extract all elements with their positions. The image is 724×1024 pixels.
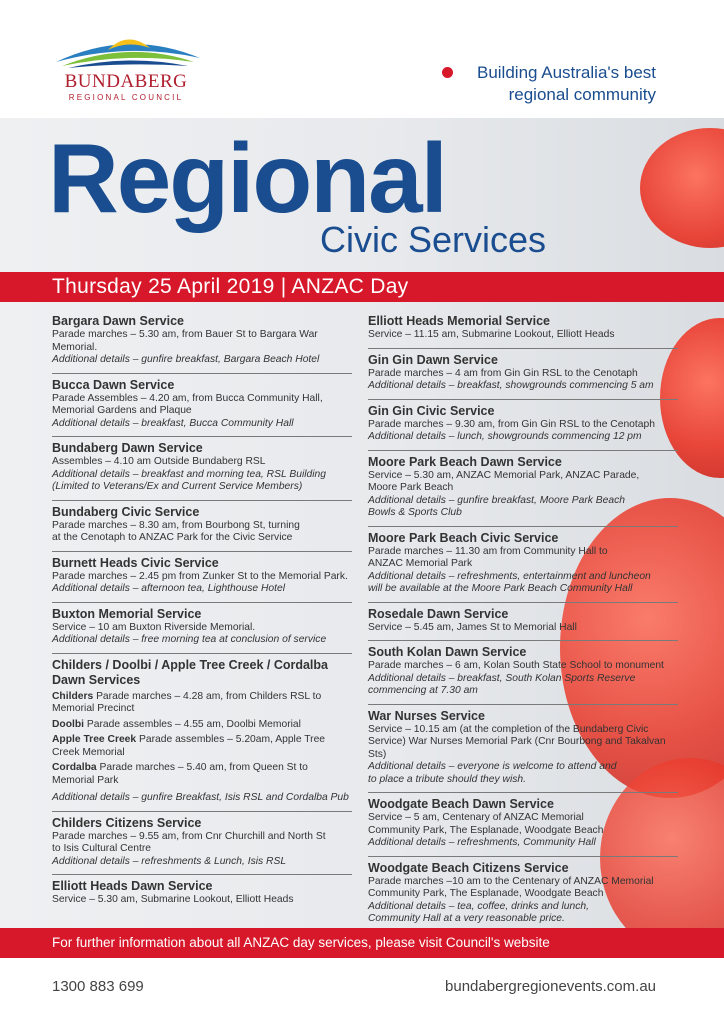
service-title: Moore Park Beach Dawn Service	[368, 454, 562, 469]
service-detail: Service) War Nurses Memorial Park (Cnr Bourbong and Takalvan Sts)	[368, 736, 666, 760]
service-title: Gin Gin Dawn Service	[368, 352, 498, 367]
service-entry	[52, 812, 352, 876]
service-title: South Kolan Dawn Service	[368, 645, 527, 659]
phone-number[interactable]: 1300 883 699	[52, 978, 144, 995]
service-entry	[368, 705, 678, 794]
services-left-column	[52, 310, 352, 913]
service-title: Burnett Heads Civic Service	[52, 555, 219, 570]
tagline-bullet-icon	[442, 67, 453, 78]
tagline	[477, 62, 656, 106]
logo-wordmark: BUNDABERG	[64, 71, 188, 92]
service-additional: Additional details – afternoon tea, Lighthouse Hotel	[52, 583, 285, 594]
sub-service-name: Doolbi	[52, 718, 85, 730]
service-title: Woodgate Beach Citizens Service	[368, 860, 569, 875]
service-title: Elliott Heads Memorial Service	[368, 314, 551, 328]
service-additional: Additional details – refreshments, entertainment and luncheon	[368, 570, 651, 582]
sub-service-detail: Parade marches – 4.28 am, from Childers RSL to	[93, 690, 322, 702]
service-detail: Service – 5.30 am, ANZAC Memorial Park, ANZAC Parade,	[368, 469, 640, 481]
service-entry	[368, 603, 678, 642]
sub-service-detail: Memorial Park	[52, 774, 119, 786]
service-detail: Service – 5.30 am, Submarine Lookout, Elliott Heads	[52, 894, 294, 905]
service-entry	[52, 501, 352, 552]
sub-service-name: Childers	[52, 690, 94, 702]
service-additional: Additional details – lunch, showgrounds commencing 12 pm	[368, 431, 642, 442]
service-entry	[368, 857, 678, 932]
service-title: Buxton Memorial Service	[52, 606, 202, 621]
service-detail: Parade marches – 8.30 am, from Bourbong St, turning	[52, 519, 300, 531]
sub-service-row	[52, 719, 352, 732]
service-title: Bargara Dawn Service	[52, 314, 185, 328]
sub-service-row	[52, 734, 352, 759]
sub-service-detail: Creek Memorial	[52, 746, 125, 758]
service-entry	[368, 349, 678, 400]
service-additional: Additional details – gunfire breakfast, Bargara Beach Hotel	[52, 354, 320, 365]
service-additional: Additional details – breakfast, South Kolan Sports Reserve	[368, 672, 636, 684]
service-additional: (Limited to Veterans/Ex and Current Service Members)	[52, 481, 303, 492]
service-title: Childers Citizens Service	[52, 815, 202, 830]
service-detail: at the Cenotaph to ANZAC Park for the Civic Service	[52, 532, 293, 543]
service-entry	[52, 437, 352, 501]
date-banner: Thursday 25 April 2019 | ANZAC Day	[0, 272, 724, 302]
service-title: Woodgate Beach Dawn Service	[368, 797, 554, 811]
service-additional: Additional details – tea, coffee, drinks and lunch,	[368, 900, 589, 912]
service-additional: Additional details – breakfast, Bucca Community Hall	[52, 417, 294, 429]
info-banner: For further information about all ANZAC day services, please visit Council's website	[0, 928, 724, 958]
service-detail: Parade marches –10 am to the Centenary of ANZAC Memorial	[368, 875, 654, 887]
service-detail: Service – 5.45 am, James St to Memorial Hall	[368, 621, 577, 633]
service-entry	[368, 527, 678, 603]
service-additional: commencing at 7.30 am	[368, 685, 478, 696]
service-additional: Additional details – breakfast and morning tea, RSL Building	[52, 468, 326, 480]
service-detail: Parade marches – 9.55 am, from Cnr Churchill and North St	[52, 830, 326, 842]
sub-service-name: Cordalba	[52, 762, 97, 773]
service-entry	[52, 875, 352, 913]
service-additional: Bowls & Sports Club	[368, 507, 462, 518]
service-title: Rosedale Dawn Service	[368, 606, 509, 621]
service-detail: Parade marches – 11.30 am from Community Hall to	[368, 545, 608, 557]
sub-service-detail: Parade marches – 5.40 am, from Queen St to	[96, 762, 308, 773]
service-entry	[52, 374, 352, 438]
service-detail: Service – 11.15 am, Submarine Lookout, Elliott Heads	[368, 329, 615, 340]
service-additional: Additional details – free morning tea at conclusion of service	[52, 634, 327, 645]
service-entry	[52, 552, 352, 603]
poppy-image	[640, 128, 724, 248]
service-title: Bucca Dawn Service	[52, 377, 175, 392]
tagline-line: Building Australia's best	[476, 63, 656, 82]
sub-service-detail: Memorial Precinct	[52, 703, 135, 714]
service-title: Childers / Doolbi / Apple Tree Creek / Cordalba	[52, 657, 328, 672]
service-title: Elliott Heads Dawn Service	[52, 879, 213, 893]
sub-service-row	[52, 691, 352, 716]
service-additional: Additional details – gunfire breakfast, Moore Park Beach	[368, 494, 625, 506]
service-title: Bundaberg Dawn Service	[52, 441, 203, 455]
service-detail: Service – 10.15 am (at the completion of the Bundaberg Civic	[368, 723, 649, 735]
service-detail: Parade marches – 2.45 pm from Zunker St to the Memorial Park.	[52, 570, 348, 582]
sub-service-row	[52, 762, 352, 787]
service-additional: Additional details – refreshments, Community Hall	[368, 837, 596, 848]
service-entry	[368, 451, 678, 527]
service-additional: Additional details – breakfast, showgrounds commencing 5 am	[368, 380, 654, 391]
service-entry	[368, 400, 678, 451]
service-detail: Parade Assembles – 4.20 am, from Bucca Community Hall,	[52, 392, 323, 404]
sub-service-detail: Parade assembles – 4.55 am, Doolbi Memorial	[84, 718, 301, 730]
service-detail: Parade marches – 6 am, Kolan South State School to monument	[368, 660, 664, 671]
logo-subtitle: REGIONAL COUNCIL	[68, 93, 184, 102]
service-detail: to Isis Cultural Centre	[52, 843, 152, 854]
service-detail: Service – 10 am Buxton Riverside Memorial.	[52, 621, 256, 633]
page-title: Regional	[48, 123, 446, 233]
services-right-column	[368, 310, 678, 932]
service-title: War Nurses Service	[368, 708, 485, 723]
service-title: Moore Park Beach Civic Service	[368, 530, 559, 545]
sub-service-detail: Parade assembles – 5.20am, Apple Tree	[136, 734, 326, 745]
sub-service-name: Apple Tree Creek	[52, 734, 137, 745]
service-entry	[52, 310, 352, 374]
service-additional: Additional details – everyone is welcome to attend and	[368, 761, 617, 772]
page-subtitle: Civic Services	[320, 219, 547, 260]
service-detail: Parade marches – 4 am from Gin Gin RSL to the Cenotaph	[368, 367, 638, 379]
service-detail: Parade marches – 5.30 am, from Bauer St to Bargara War Memorial.	[52, 329, 318, 353]
service-detail: Moore Park Beach	[368, 482, 454, 493]
service-title: Bundaberg Civic Service	[52, 504, 200, 519]
service-detail: Parade marches – 9.30 am, from Gin Gin RSL to the Cenotaph	[368, 418, 655, 430]
service-entry	[368, 793, 678, 857]
service-detail: Service – 5 am, Centenary of ANZAC Memorial	[368, 812, 584, 823]
service-detail: Memorial Gardens and Plaque	[52, 405, 192, 416]
service-additional: Additional details – refreshments & Lunch, Isis RSL	[52, 855, 287, 867]
service-entry	[52, 603, 352, 654]
tagline-line: regional community	[508, 85, 656, 104]
service-detail: ANZAC Memorial Park	[368, 558, 473, 569]
service-title: Dawn Services	[52, 672, 141, 687]
website-link[interactable]: bundabergregionevents.com.au	[445, 978, 656, 995]
service-additional: Community Hall at a very reasonable price.	[368, 913, 565, 924]
service-entry-childers	[52, 654, 352, 812]
service-title: Gin Gin Civic Service	[368, 403, 495, 418]
service-additional: will be available at the Moore Park Beach Community Hall	[368, 583, 633, 594]
service-entry	[368, 641, 678, 705]
service-detail: Community Park, The Esplanade, Woodgate Beach	[368, 888, 604, 899]
service-entry	[368, 310, 678, 349]
service-additional: Additional details – gunfire Breakfast, Isis RSL and Cordalba Pub	[52, 792, 349, 803]
service-detail: Assembles – 4.10 am Outside Bundaberg RSL	[52, 456, 266, 467]
service-detail: Community Park, The Esplanade, Woodgate Beach	[368, 824, 604, 836]
service-additional: to place a tribute should they wish.	[368, 773, 526, 785]
